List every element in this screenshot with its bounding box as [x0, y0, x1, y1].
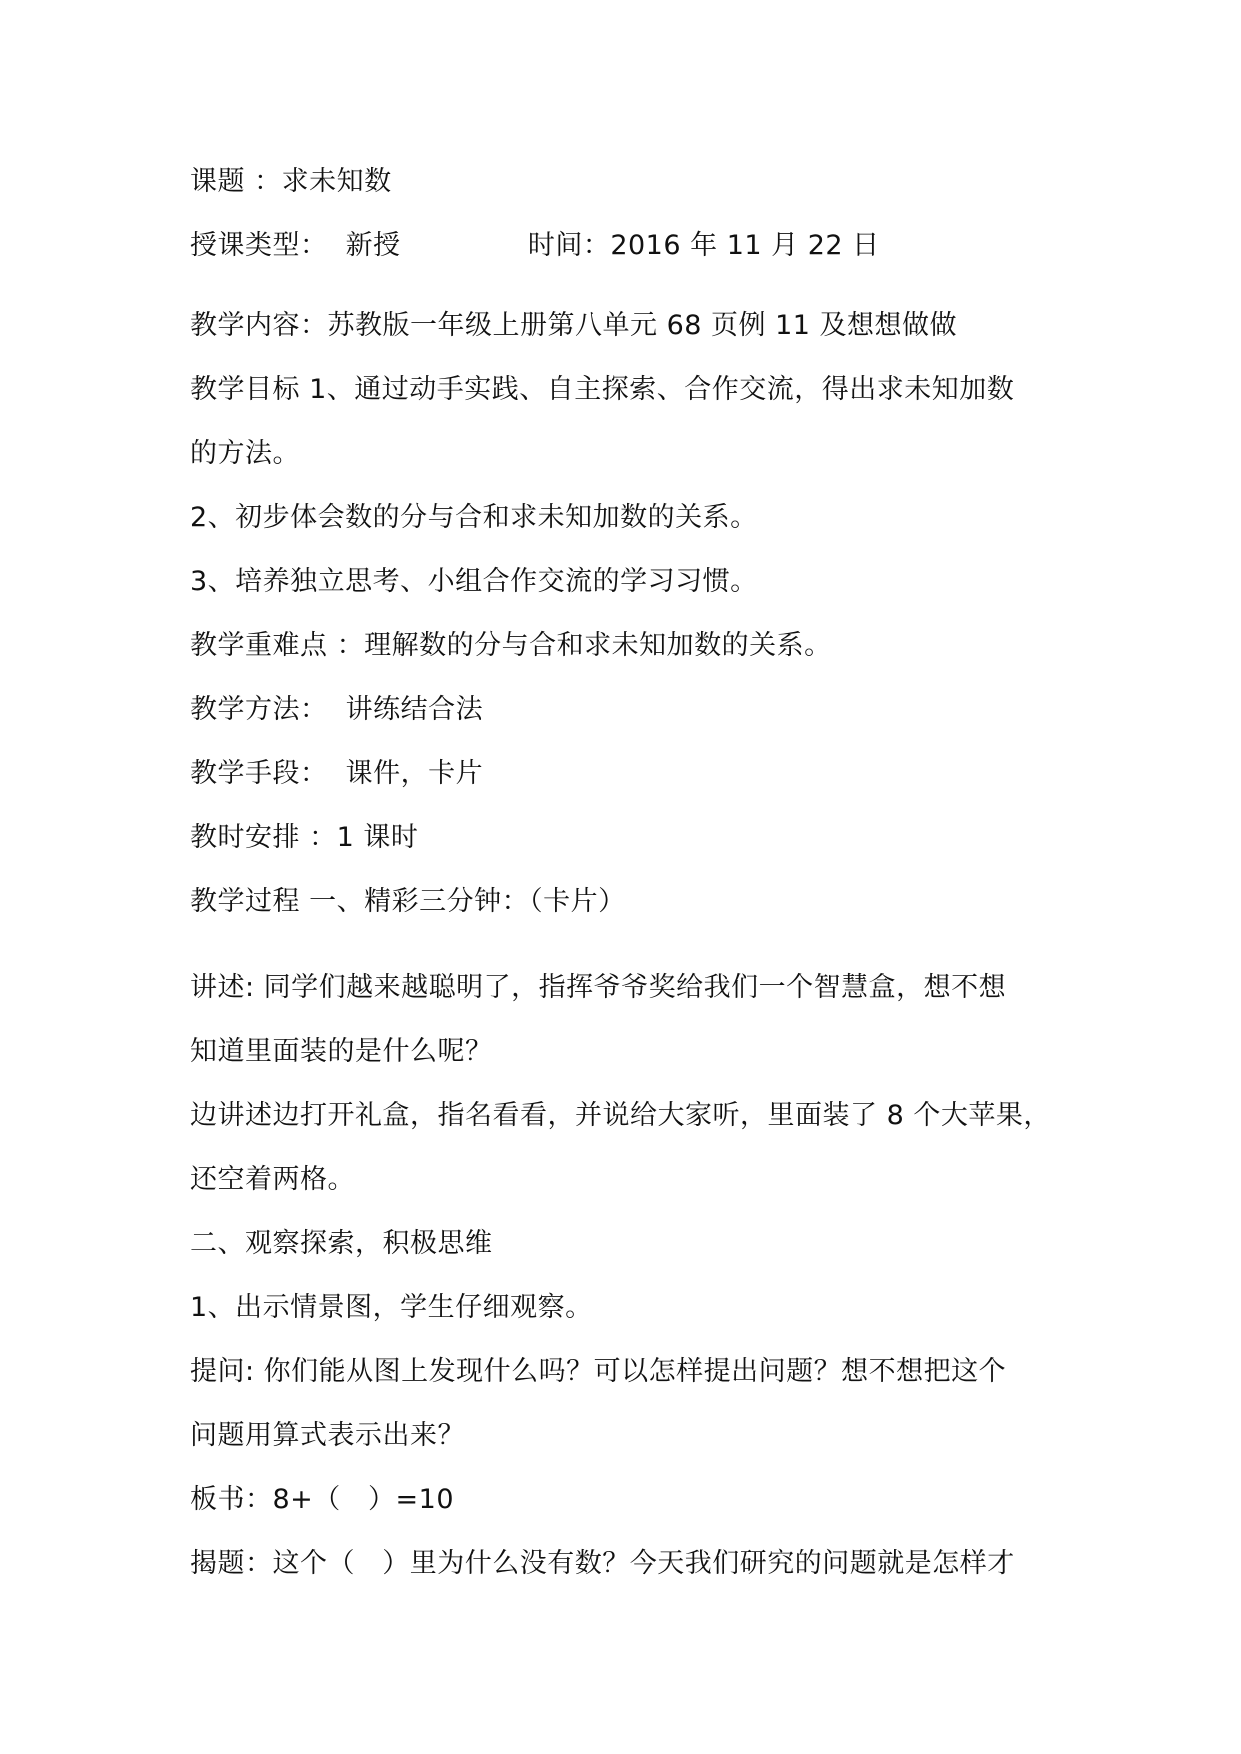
board-writing: 板书：8+（ ）=10: [190, 1484, 455, 1515]
reveal-topic: 揭题：这个（ ）里为什么没有数？今天我们研究的问题就是怎样才: [190, 1548, 1015, 1579]
lesson-type-and-date: 授课类型： 新授 时间：2016 年 11 月 22 日: [190, 230, 880, 261]
teaching-means: 教学手段： 课件，卡片: [190, 758, 484, 789]
objective-line-2: 的方法。: [190, 438, 300, 469]
lesson-content: 教学内容：苏教版一年级上册第八单元 68 页例 11 及想想做做: [190, 310, 958, 341]
lesson-schedule: 教时安排 ：1 课时: [190, 822, 419, 853]
step-one: 1、出示情景图，学生仔细观察。: [190, 1292, 593, 1323]
key-points: 教学重难点 ：理解数的分与合和求未知加数的关系。: [190, 630, 832, 661]
objective-line-3: 2、初步体会数的分与合和求未知加数的关系。: [190, 502, 758, 533]
narration-line-2: 知道里面装的是什么呢？: [190, 1036, 493, 1067]
teaching-method: 教学方法： 讲练结合法: [190, 694, 484, 725]
lesson-title: 课题 ：求未知数: [190, 166, 392, 197]
question-line-1: 提问: 你们能从图上发现什么吗？可以怎样提出问题？想不想把这个: [190, 1356, 1007, 1387]
objective-line-1: 教学目标 1、通过动手实践、自主探索、合作交流，得出求未知加数: [190, 374, 1015, 405]
gift-box-line-1: 边讲述边打开礼盒，指名看看，并说给大家听，里面装了 8 个大苹果，: [190, 1100, 1051, 1131]
section-two-heading: 二、观察探索，积极思维: [190, 1228, 493, 1259]
teaching-process-heading: 教学过程 一、精彩三分钟：（卡片）: [190, 886, 626, 917]
gift-box-line-2: 还空着两格。: [190, 1164, 355, 1195]
question-line-2: 问题用算式表示出来？: [190, 1420, 465, 1451]
objective-line-4: 3、培养独立思考、小组合作交流的学习习惯。: [190, 566, 758, 597]
narration-line-1: 讲述: 同学们越来越聪明了，指挥爷爷奖给我们一个智慧盒，想不想: [190, 972, 1007, 1003]
